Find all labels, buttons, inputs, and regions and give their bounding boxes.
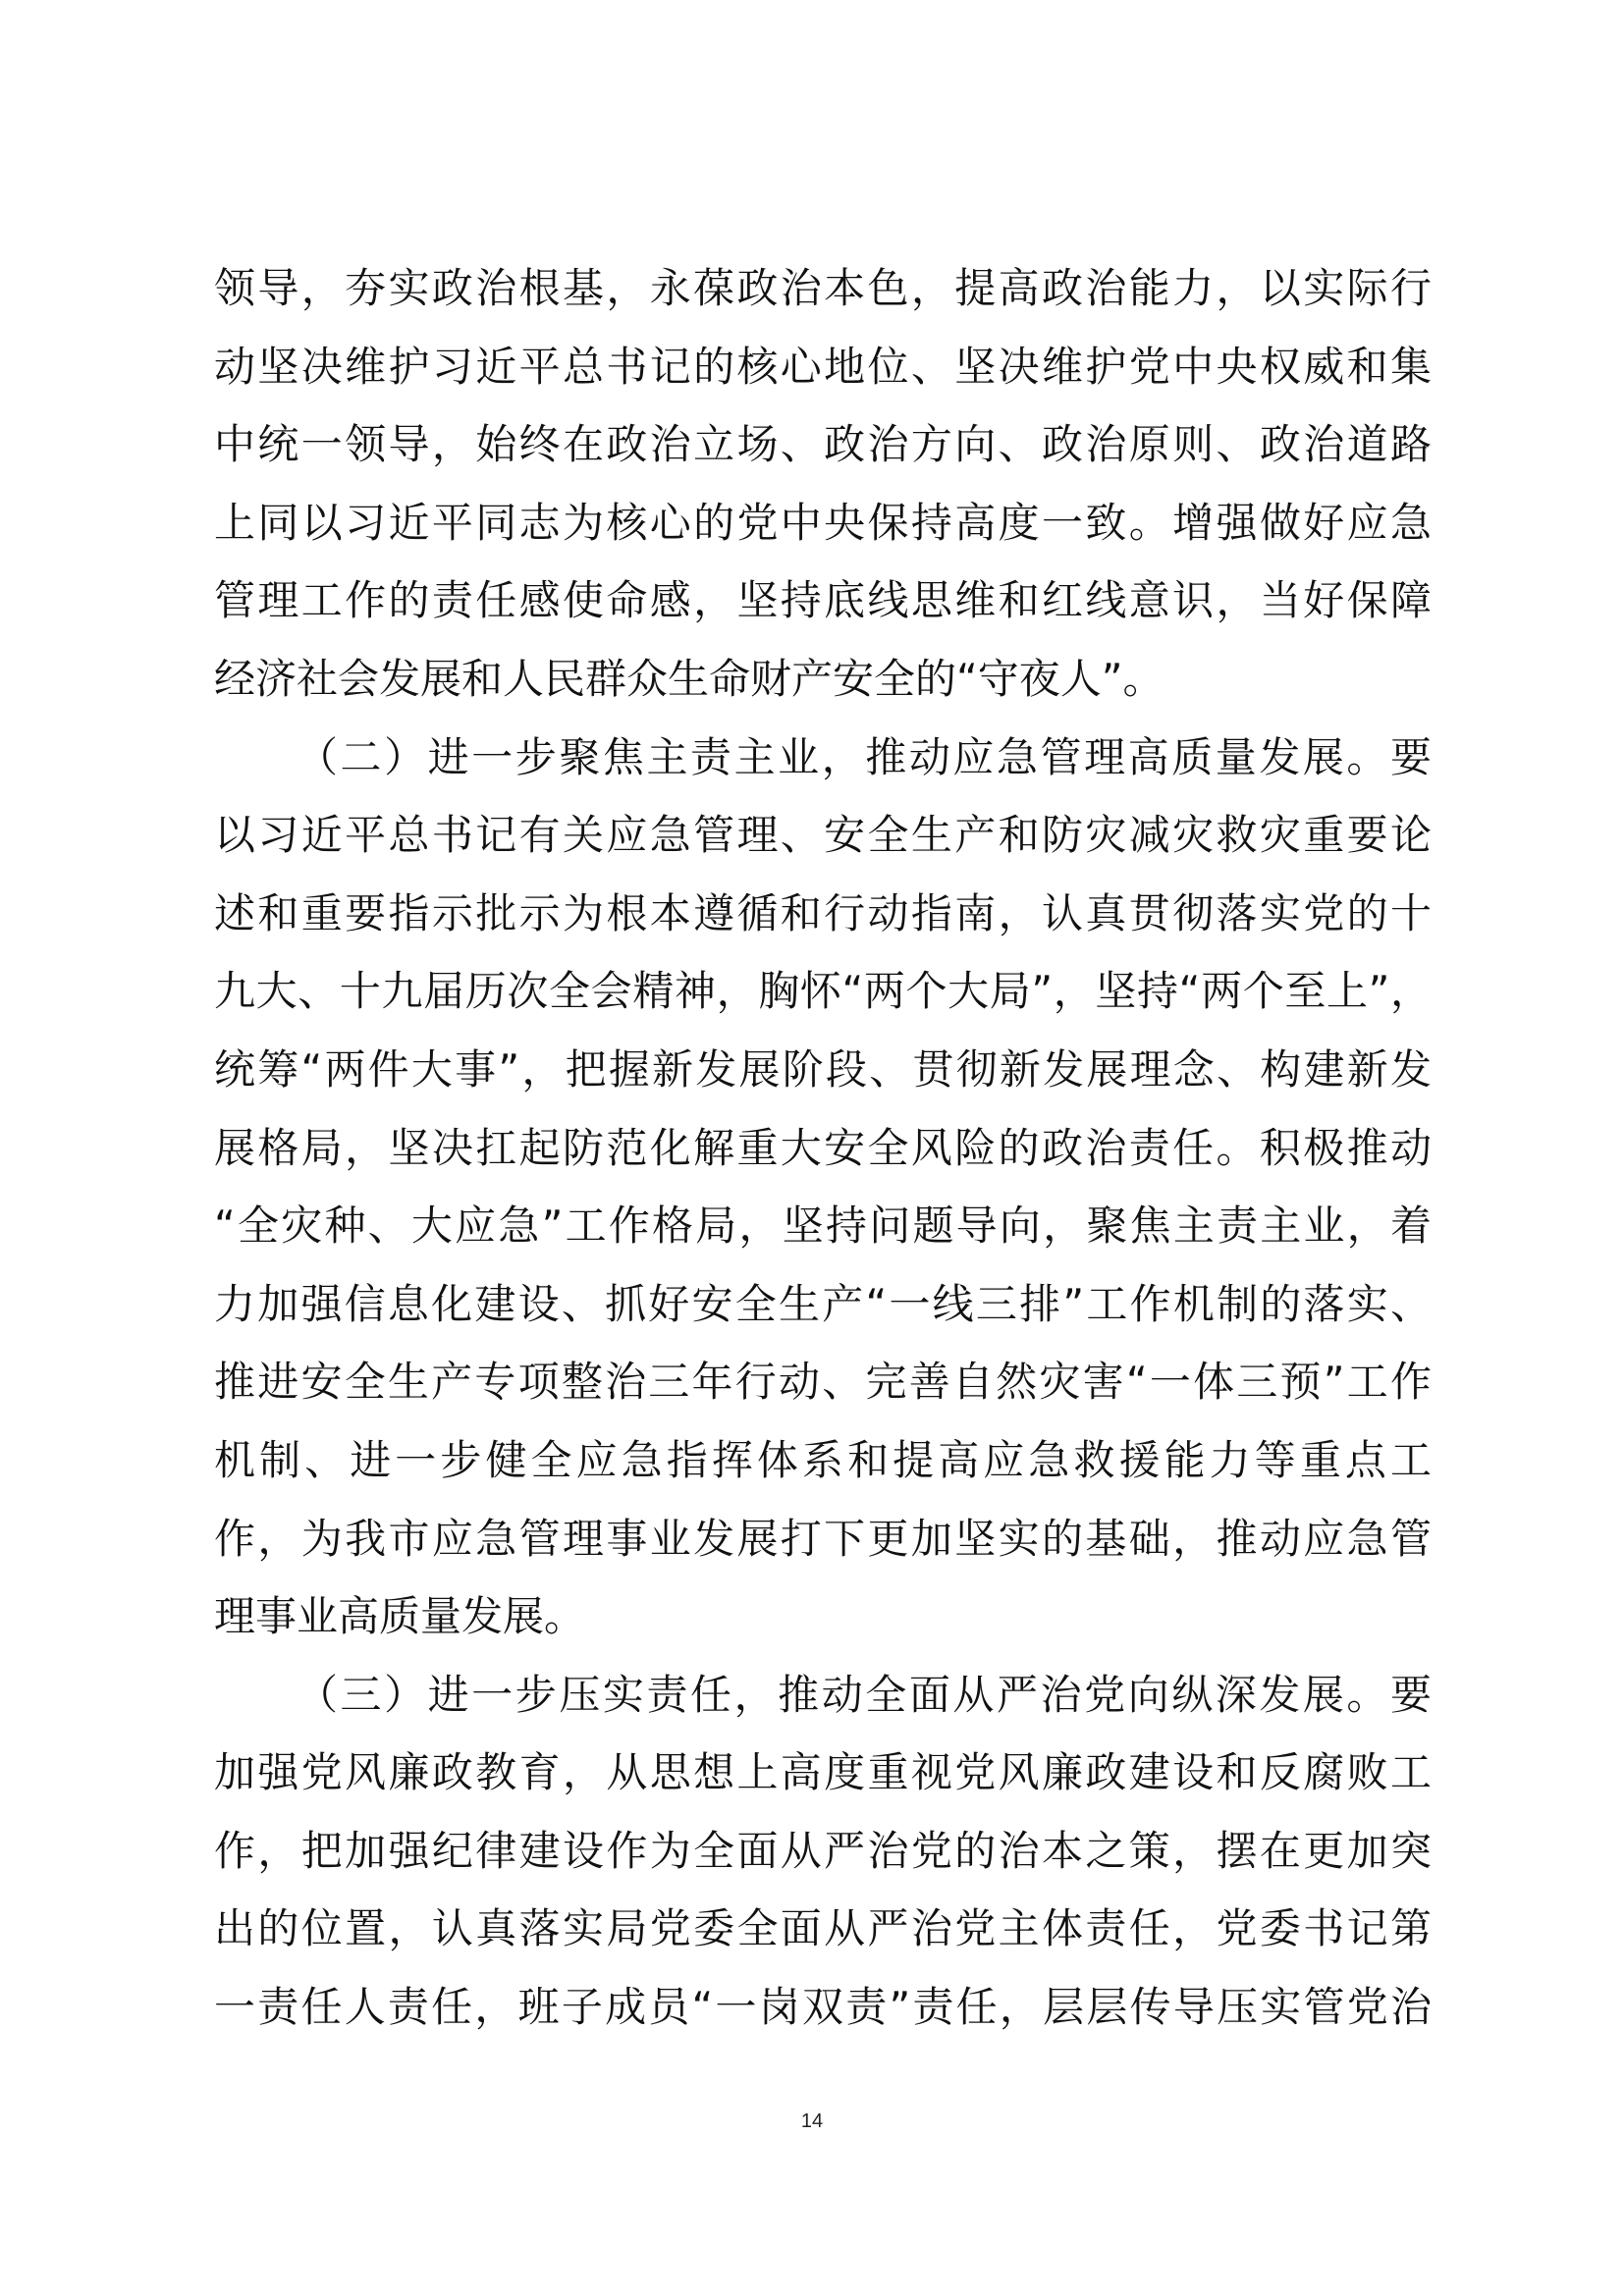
text-line: 一责任人责任，班子成员“一岗双责”责任，层层传导压实管党治 bbox=[214, 1983, 1432, 2032]
text-line: 机制、进一步健全应急指挥体系和提高应急救援能力等重点工 bbox=[214, 1435, 1432, 1484]
text-line: 展格局，坚决扛起防范化解重大安全风险的政治责任。积极推动 bbox=[214, 1123, 1432, 1172]
text-line: 上同以习近平同志为核心的党中央保持高度一致。增强做好应急 bbox=[214, 498, 1432, 547]
text-line: 管理工作的责任感使命感，坚持底线思维和红线意识，当好保障 bbox=[214, 576, 1432, 625]
section-heading-line: （三）进一步压实责任，推动全面从严治党向纵深发展。要 bbox=[297, 1670, 1432, 1719]
text-line: 推进安全生产专项整治三年行动、完善自然灾害“一体三预”工作 bbox=[214, 1358, 1432, 1407]
text-line: 加强党风廉政教育，从思想上高度重视党风廉政建设和反腐败工 bbox=[214, 1748, 1432, 1797]
text-line: 领导，夯实政治根基，永葆政治本色，提高政治能力，以实际行 bbox=[214, 264, 1432, 312]
text-line: 九大、十九届历次全会精神，胸怀“两个大局”，坚持“两个至上”， bbox=[214, 967, 1432, 1016]
text-line: 中统一领导，始终在政治立场、政治方向、政治原则、政治道路 bbox=[214, 420, 1432, 469]
text-line: 经济社会发展和人民群众生命财产安全的“守夜人”。 bbox=[214, 654, 1164, 703]
text-line: 出的位置，认真落实局党委全面从严治党主体责任，党委书记第 bbox=[214, 1904, 1432, 1953]
text-line: “全灾种、大应急”工作格局，坚持问题导向，聚焦主责主业，着 bbox=[214, 1201, 1432, 1251]
body-text bbox=[214, 249, 1432, 2047]
text-line: 力加强信息化建设、抓好安全生产“一线三排”工作机制的落实、 bbox=[214, 1279, 1432, 1328]
text-line: 动坚决维护习近平总书记的核心地位、坚决维护党中央权威和集 bbox=[214, 342, 1432, 391]
text-line: 作，为我市应急管理事业发展打下更加坚实的基础，推动应急管 bbox=[214, 1514, 1432, 1563]
text-line: 理事业高质量发展。 bbox=[214, 1592, 586, 1641]
text-line: 述和重要指示批示为根本遵循和行动指南，认真贯彻落实党的十 bbox=[214, 888, 1432, 937]
section-heading-line: （二）进一步聚焦主责主业，推动应急管理高质量发展。要 bbox=[297, 732, 1432, 781]
text-line: 以习近平总书记有关应急管理、安全生产和防灾减灾救灾重要论 bbox=[214, 811, 1432, 860]
text-line: 作，把加强纪律建设作为全面从严治党的治本之策，摆在更加突 bbox=[214, 1826, 1432, 1875]
page-number: 14 bbox=[800, 2110, 824, 2132]
text-line: 统筹“两件大事”，把握新发展阶段、贯彻新发展理念、构建新发 bbox=[214, 1044, 1432, 1094]
